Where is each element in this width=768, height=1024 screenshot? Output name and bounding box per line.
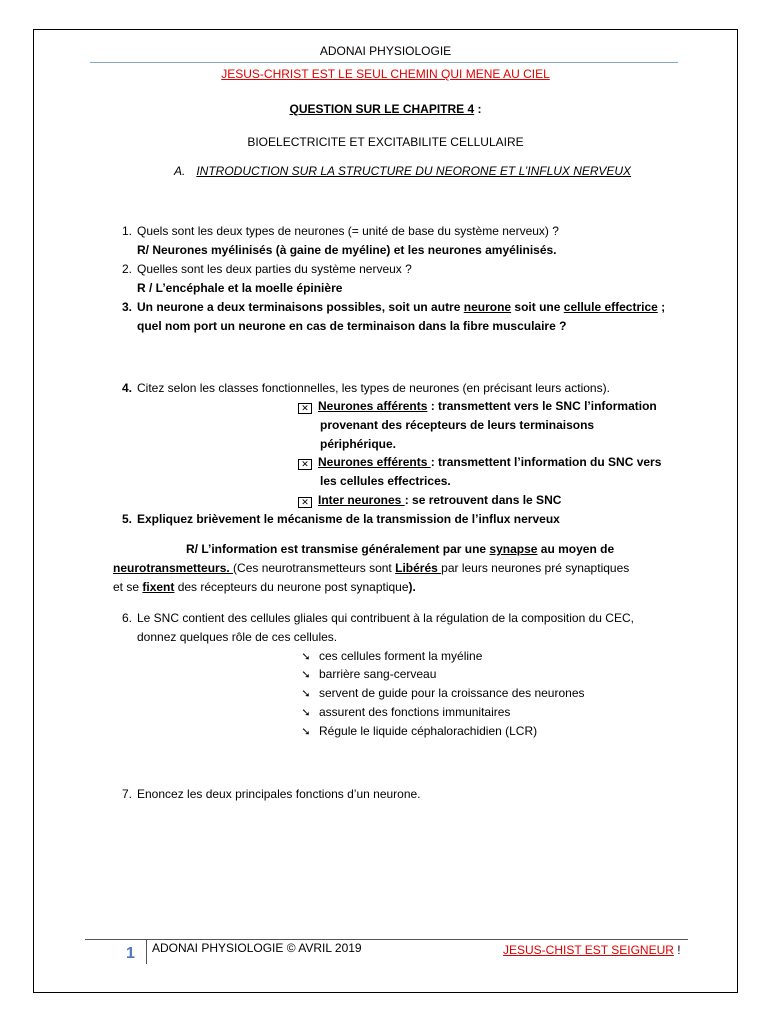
q2-number: 2.	[121, 262, 132, 276]
q5-term-fixent: fixent	[142, 580, 175, 594]
x-box-icon: ✕	[298, 497, 312, 508]
page-number: 1	[126, 945, 135, 962]
q4-item-term: Neurones afférents	[318, 399, 428, 413]
arrow-down-right-icon: ➘	[301, 688, 311, 700]
q5-text-part: R/ L’information est transmise généralement par une	[186, 542, 490, 556]
footer-separator	[146, 940, 147, 964]
q4-question: Citez selon les classes fonctionnelles, les types de neurones (en précisant leurs actions).	[137, 381, 610, 395]
q4-item-term: Inter neurones	[318, 493, 405, 507]
q4-item-cont: les cellules effectrices.	[320, 474, 451, 488]
q5-question: Expliquez brièvement le mécanisme de la transmission de l’influx nerveux	[137, 512, 560, 526]
q5-text-part: au moyen de	[537, 542, 615, 556]
q3-question-line1	[137, 299, 665, 315]
q5-text-part: des récepteurs du neurone post synaptique	[174, 580, 409, 594]
q2-question: Quelles sont les deux parties du système nerveux ?	[137, 262, 412, 276]
q5-number: 5.	[121, 512, 132, 526]
x-box-icon: ✕	[298, 459, 312, 470]
q6-item	[299, 685, 585, 702]
q5-text-part: et se	[113, 580, 143, 594]
q6-item	[299, 648, 482, 665]
arrow-down-right-icon: ➘	[301, 669, 311, 681]
q6-item	[299, 704, 510, 721]
q6-item-text: Régule le liquide céphalorachidien (LCR)	[319, 724, 538, 738]
q4-number: 4.	[121, 381, 132, 395]
arrow-down-right-icon: ➘	[301, 707, 311, 719]
q1-question: Quels sont les deux types de neurones (= unité de base du système nerveux) ?	[137, 224, 559, 238]
q3-text-part: Un neurone a deux terminaisons possibles, soit un autre	[137, 300, 464, 314]
q5-text-part: par leurs neurones pré synaptiques	[441, 561, 630, 575]
section-title: INTRODUCTION SUR LA STRUCTURE DU NEORONE ET L’INFLUX NERVEUX	[196, 164, 632, 178]
x-box-icon: ✕	[298, 403, 312, 414]
q7-question: Enoncez les deux principales fonctions d’un neurone.	[137, 787, 421, 801]
q3-text-part: soit une	[511, 300, 564, 314]
q4-item-text: : se retrouvent dans le SNC	[404, 493, 562, 507]
q6-item-text: ces cellules forment la myéline	[319, 649, 483, 663]
q6-item-text: servent de guide pour la croissance des neurones	[319, 686, 585, 700]
q6-item	[299, 723, 537, 740]
q4-item	[298, 454, 661, 470]
q4-item-cont: provenant des récepteurs de leurs terminaisons	[320, 418, 595, 432]
chapter-colon: :	[474, 102, 482, 116]
q3-number: 3.	[121, 300, 132, 314]
q6-item-text: assurent des fonctions immunitaires	[319, 705, 511, 719]
footer-right-text: JESUS-CHIST EST SEIGNEUR	[503, 943, 674, 957]
q5-text-part: ).	[408, 580, 416, 594]
q3-term-cellule: cellule effectrice	[563, 300, 658, 314]
header-motto: JESUS-CHRIST EST LE SEUL CHEMIN QUI MENE AU CIEL	[221, 67, 550, 81]
q5-answer-line1	[186, 541, 614, 557]
header-title: ADONAI PHYSIOLOGIE	[319, 44, 452, 58]
q5-answer-line2	[113, 560, 629, 576]
q5-term-synapse: synapse	[489, 542, 538, 556]
q2-answer: R / L’encéphale et la moelle épinière	[137, 281, 343, 295]
section-heading	[174, 163, 631, 179]
chapter-title: QUESTION SUR LE CHAPITRE 4	[289, 102, 475, 116]
q5-text-part: (Ces neurotransmetteurs sont	[233, 561, 396, 575]
chapter-heading	[33, 101, 738, 117]
footer-right	[503, 942, 681, 958]
q6-item	[299, 666, 436, 683]
q3-term-neurone: neurone	[463, 300, 512, 314]
footer-left: ADONAI PHYSIOLOGIE © AVRIL 2019	[152, 941, 362, 955]
q4-item-text: : transmettent vers le SNC l’information	[427, 399, 657, 413]
q6-question-line1: Le SNC contient des cellules gliales qui contribuent à la régulation de la composition du CEC,	[137, 611, 634, 625]
arrow-down-right-icon: ➘	[301, 726, 311, 738]
q1-number: 1.	[121, 224, 132, 238]
q1-answer: R/ Neurones myélinisés (à gaine de myéline) et les neurones amyélinisés.	[137, 243, 557, 257]
q6-question-line2: donnez quelques rôle de ces cellules.	[137, 630, 338, 644]
q4-item-cont: périphérique.	[320, 437, 397, 451]
q5-term-neurotransmetteurs: neurotransmetteurs.	[113, 561, 234, 575]
subject-heading: BIOELECTRICITE ET EXCITABILITE CELLULAIRE	[247, 135, 524, 149]
q6-item-text: barrière sang-cerveau	[319, 667, 437, 681]
arrow-down-right-icon: ➘	[301, 651, 311, 663]
section-letter: A.	[174, 164, 186, 178]
q5-term-liberes: Libérés	[395, 561, 442, 575]
q7-number: 7.	[121, 787, 132, 801]
header-rule	[90, 62, 678, 63]
q3-text-part: ;	[657, 300, 666, 314]
q4-item	[298, 398, 657, 414]
q5-answer-line3	[113, 579, 416, 595]
footer-right-tail: !	[673, 943, 681, 957]
q4-item	[298, 492, 561, 508]
q4-item-text: : transmettent l’information du SNC vers	[430, 455, 662, 469]
q3-question-line2: quel nom port un neurone en cas de terminaison dans la fibre musculaire ?	[137, 319, 567, 333]
q4-item-term: Neurones efférents	[318, 455, 431, 469]
q6-number: 6.	[121, 611, 132, 625]
